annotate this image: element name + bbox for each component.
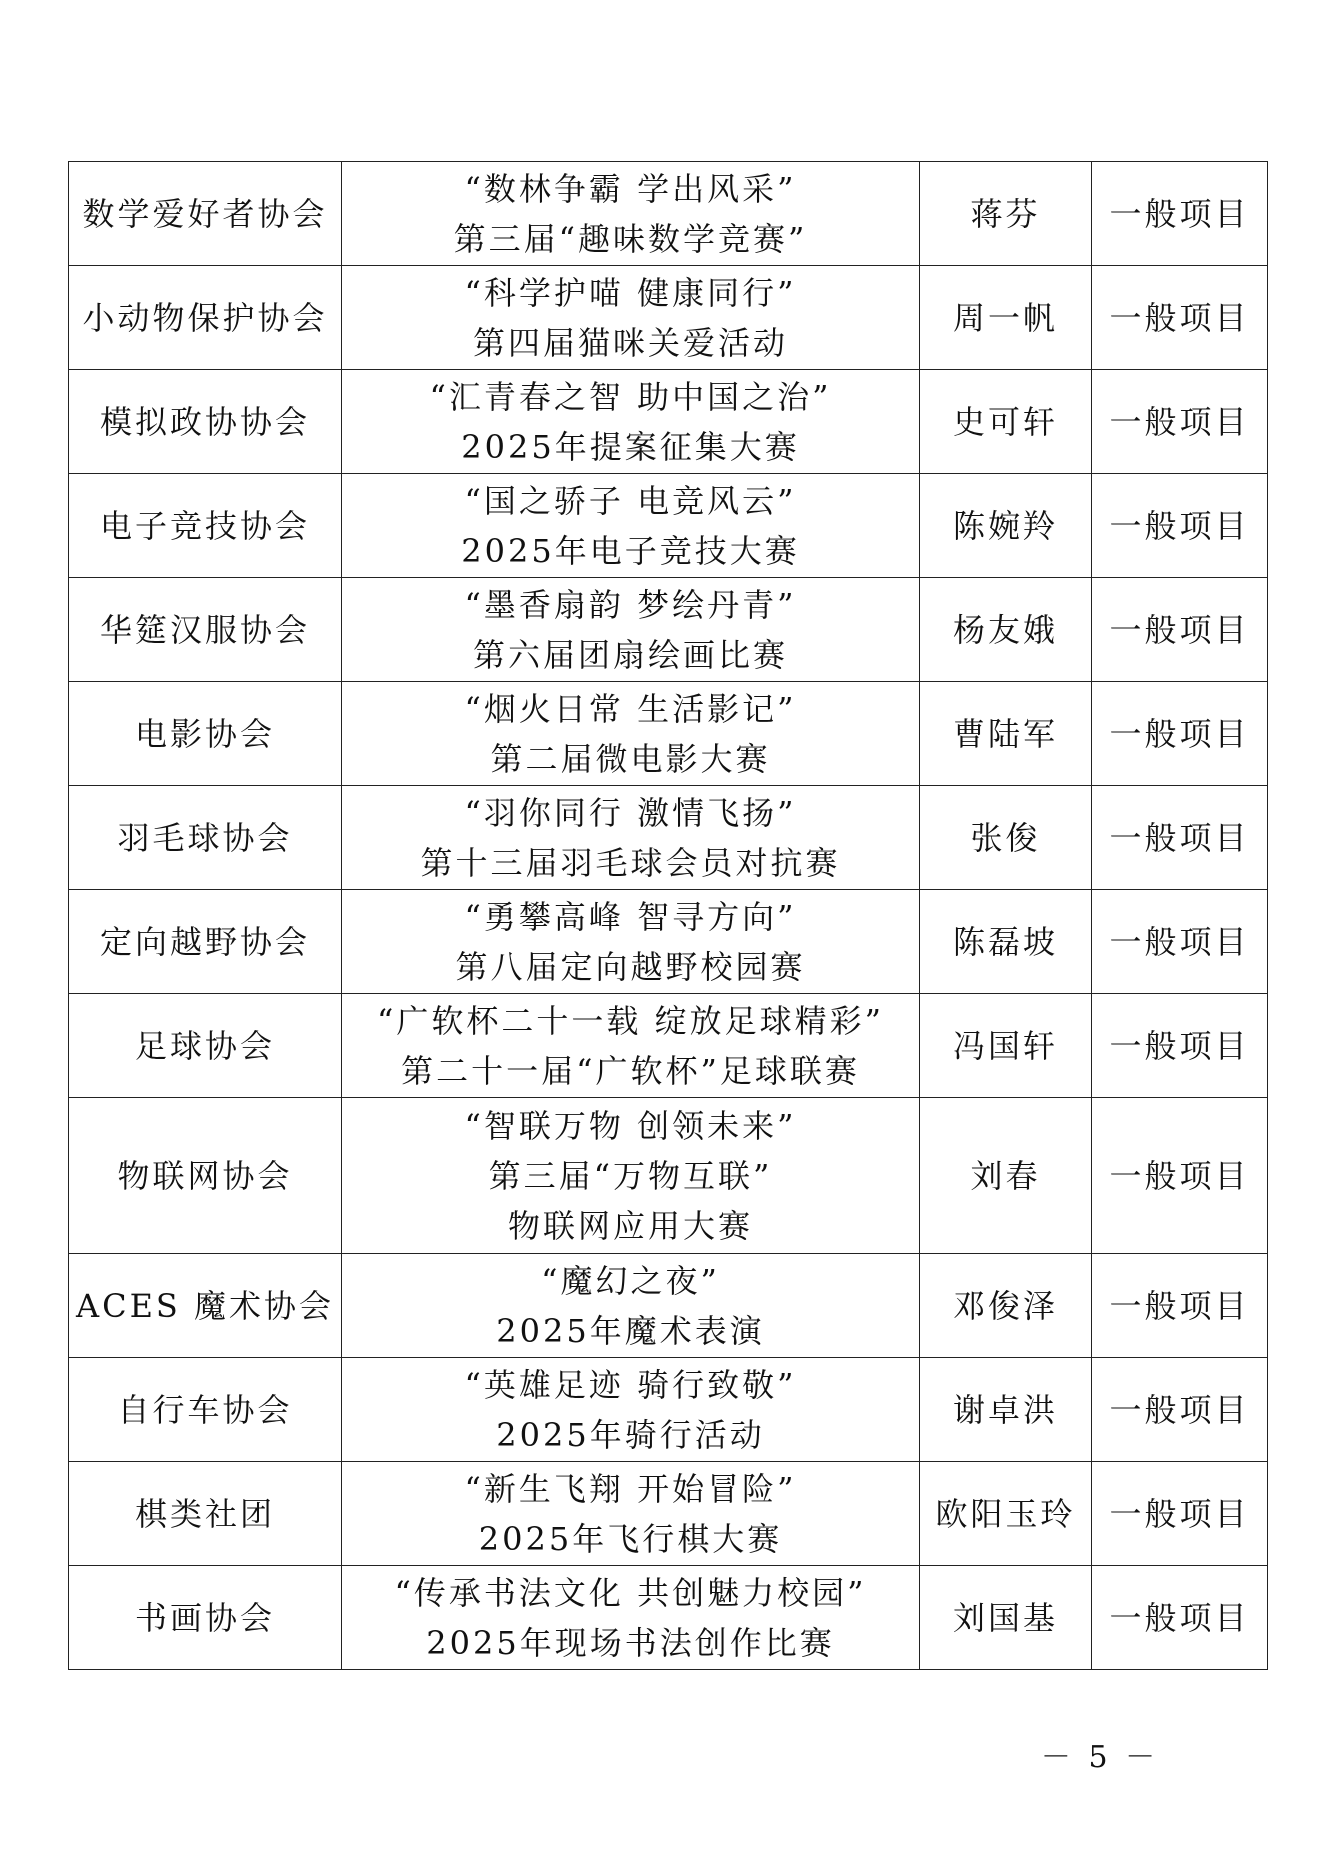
leader-cell: 刘春 [920,1098,1092,1254]
project-type-cell: 一般项目 [1092,890,1268,994]
organization-cell: 定向越野协会 [69,890,342,994]
page-number: － 5 － [1040,1740,1160,1775]
event-cell [342,682,920,786]
event-cell [342,162,920,266]
table-row [69,786,1268,890]
event-line: “勇攀高峰 智寻方向” [464,897,797,936]
event-cell [342,578,920,682]
event-line: 2025年魔术表演 [496,1311,765,1350]
organization-cell: 电子竞技协会 [69,474,342,578]
event-line: 2025年电子竞技大赛 [461,531,800,570]
event-line: “数林争霸 学出风采” [464,169,797,208]
project-table-body [69,162,1268,1670]
table-row [69,370,1268,474]
organization-cell: 自行车协会 [69,1358,342,1462]
event-line: “广软杯二十一载 绽放足球精彩” [377,1001,884,1040]
project-type-cell: 一般项目 [1092,1566,1268,1670]
organization-cell: 华筵汉服协会 [69,578,342,682]
event-line: 物联网应用大赛 [507,1206,753,1245]
event-line: 第六届团扇绘画比赛 [472,635,788,674]
event-line: 第二十一届“广软杯”足球联赛 [401,1051,860,1090]
organization-cell: 数学爱好者协会 [69,162,342,266]
project-type-cell: 一般项目 [1092,578,1268,682]
leader-cell: 杨友娥 [920,578,1092,682]
event-line: “智联万物 创领未来” [464,1106,797,1145]
project-type-cell: 一般项目 [1092,1254,1268,1358]
table-row [69,1254,1268,1358]
organization-cell: 书画协会 [69,1566,342,1670]
event-cell [342,474,920,578]
event-line: “科学护喵 健康同行” [464,273,797,312]
organization-cell: 足球协会 [69,994,342,1098]
project-type-cell: 一般项目 [1092,474,1268,578]
project-table [68,161,1268,1670]
event-line: “羽你同行 激情飞扬” [464,793,797,832]
leader-cell: 周一帆 [920,266,1092,370]
leader-cell: 谢卓洪 [920,1358,1092,1462]
table-row [69,1358,1268,1462]
leader-cell: 蒋芬 [920,162,1092,266]
organization-cell: ACES 魔术协会 [69,1254,342,1358]
table-row [69,1566,1268,1670]
project-type-cell: 一般项目 [1092,994,1268,1098]
table-row [69,162,1268,266]
event-line: “英雄足迹 骑行致敬” [464,1365,797,1404]
leader-cell: 刘国基 [920,1566,1092,1670]
project-type-cell: 一般项目 [1092,786,1268,890]
project-type-cell: 一般项目 [1092,1358,1268,1462]
event-line: “国之骄子 电竞风云” [464,481,797,520]
leader-cell: 陈婉羚 [920,474,1092,578]
organization-cell: 棋类社团 [69,1462,342,1566]
event-line: 第四届猫咪关爱活动 [472,323,788,362]
event-cell [342,1566,920,1670]
event-line: 2025年骑行活动 [496,1415,765,1454]
table-row [69,890,1268,994]
table-row [69,578,1268,682]
event-line: 第八届定向越野校园赛 [455,947,806,986]
event-line: “传承书法文化 共创魅力校园” [394,1573,867,1612]
leader-cell: 曹陆军 [920,682,1092,786]
event-line: “墨香扇韵 梦绘丹青” [464,585,797,624]
event-cell [342,370,920,474]
organization-cell: 小动物保护协会 [69,266,342,370]
project-type-cell: 一般项目 [1092,1462,1268,1566]
event-line: “汇青春之智 助中国之治” [429,377,832,416]
organization-cell: 电影协会 [69,682,342,786]
event-cell [342,994,920,1098]
leader-cell: 张俊 [920,786,1092,890]
project-type-cell: 一般项目 [1092,1098,1268,1254]
table-row [69,994,1268,1098]
event-line: 第三届“趣味数学竞赛” [453,219,808,258]
event-line: 第二届微电影大赛 [490,739,771,778]
event-line: 2025年提案征集大赛 [461,427,800,466]
event-line: 2025年飞行棋大赛 [478,1519,783,1558]
event-line: 2025年现场书法创作比赛 [426,1623,835,1662]
event-line: “新生飞翔 开始冒险” [464,1469,797,1508]
leader-cell: 陈磊坡 [920,890,1092,994]
organization-cell: 羽毛球协会 [69,786,342,890]
organization-cell: 物联网协会 [69,1098,342,1254]
event-line: 第十三届羽毛球会员对抗赛 [420,843,841,882]
leader-cell: 冯国轩 [920,994,1092,1098]
event-cell [342,1358,920,1462]
project-type-cell: 一般项目 [1092,162,1268,266]
event-cell [342,1462,920,1566]
event-cell [342,1098,920,1254]
project-type-cell: 一般项目 [1092,682,1268,786]
event-cell [342,266,920,370]
event-cell [342,890,920,994]
event-line: “魔幻之夜” [541,1261,720,1300]
event-line: 第三届“万物互联” [488,1156,773,1195]
table-row [69,1462,1268,1566]
project-type-cell: 一般项目 [1092,266,1268,370]
leader-cell: 邓俊泽 [920,1254,1092,1358]
table-row [69,474,1268,578]
leader-cell: 欧阳玉玲 [920,1462,1092,1566]
organization-cell: 模拟政协协会 [69,370,342,474]
project-type-cell: 一般项目 [1092,370,1268,474]
table-row [69,266,1268,370]
table-row [69,1098,1268,1254]
table-row [69,682,1268,786]
event-line: “烟火日常 生活影记” [464,689,797,728]
event-cell [342,786,920,890]
event-cell [342,1254,920,1358]
leader-cell: 史可轩 [920,370,1092,474]
